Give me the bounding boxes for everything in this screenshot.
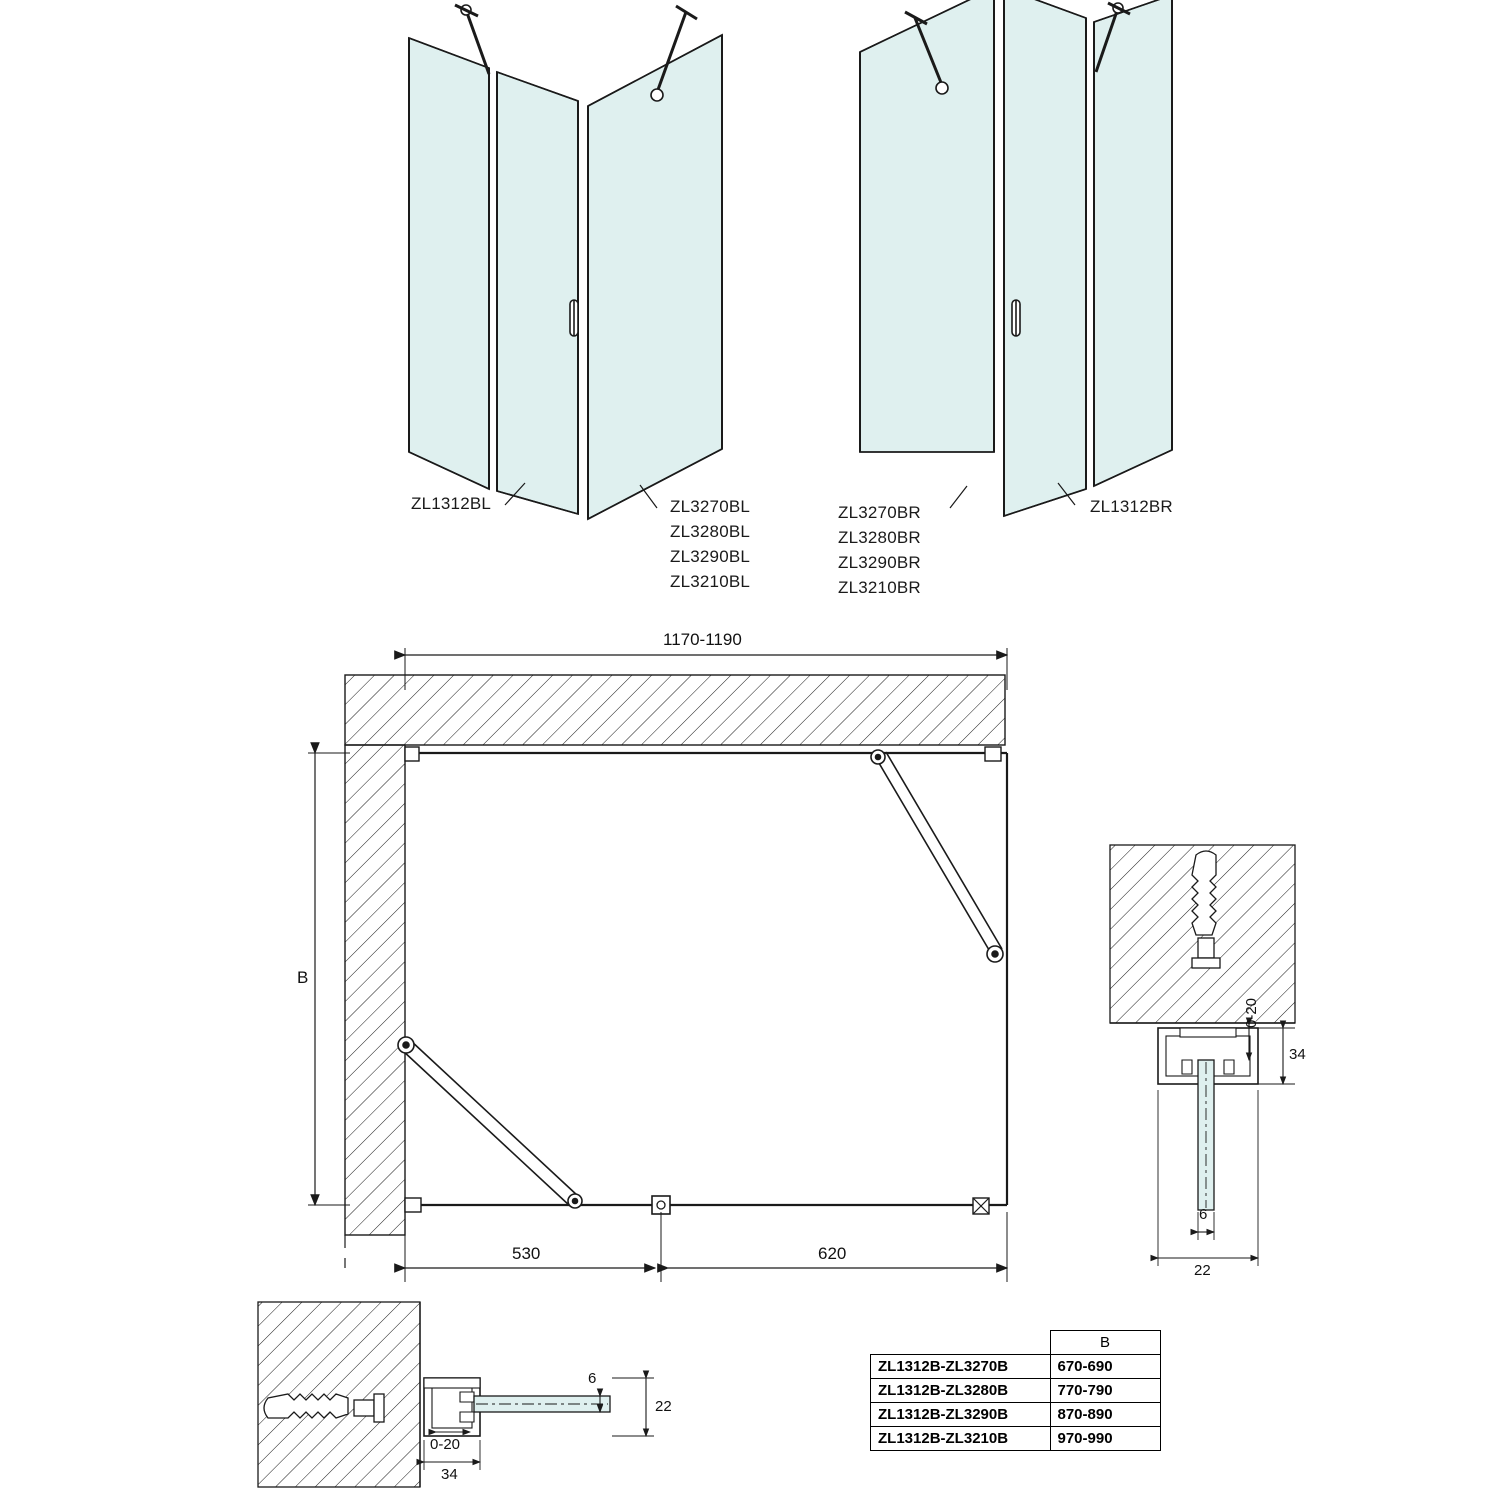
dim-right-glass: 6 (1199, 1206, 1208, 1223)
label-left-door-4: ZL3210BL (670, 572, 751, 591)
table-cell-code: ZL1312B-ZL3280B (871, 1379, 1051, 1403)
dim-left-b: B (297, 968, 309, 987)
table-cell-b: 670-690 (1050, 1355, 1160, 1379)
table-cell-code: ZL1312B-ZL3270B (871, 1355, 1051, 1379)
dim-right-width: 22 (1194, 1262, 1211, 1279)
view-right-3d (860, 0, 1172, 516)
table-cell-b: 870-890 (1050, 1403, 1160, 1427)
table-header-row (871, 1331, 1161, 1355)
label-left-door-3: ZL3290BL (670, 547, 751, 566)
label-zl1312br: ZL1312BR (1090, 497, 1173, 516)
label-right-door-3: ZL3290BR (838, 553, 921, 572)
table-header-b: B (1050, 1331, 1160, 1355)
label-left-door-1: ZL3270BL (670, 497, 751, 516)
label-zl1312bl: ZL1312BL (411, 494, 492, 513)
table-header-blank (871, 1331, 1051, 1355)
dim-bottom-adjust: 0-20 (430, 1436, 461, 1453)
table-cell-code: ZL1312B-ZL3210B (871, 1427, 1051, 1451)
table-cell-b: 970-990 (1050, 1427, 1160, 1451)
label-right-door-4: ZL3210BR (838, 578, 921, 597)
dim-bottom-glass: 6 (588, 1370, 597, 1387)
label-right-door-2: ZL3280BR (838, 528, 921, 547)
dim-bottom-530: 530 (512, 1244, 541, 1263)
dim-bottom-height: 22 (655, 1398, 672, 1415)
view-left-3d (409, 5, 722, 519)
dim-top-width: 1170-1190 (663, 630, 742, 649)
dim-bottom-620: 620 (818, 1244, 847, 1263)
detail-bottom-section (258, 1302, 654, 1487)
table-row (871, 1403, 1161, 1427)
label-left-door-2: ZL3280BL (670, 522, 751, 541)
dimension-table (870, 1330, 1161, 1451)
table-row (871, 1355, 1161, 1379)
dim-right-height: 34 (1289, 1046, 1306, 1063)
table-row (871, 1427, 1161, 1451)
label-right-door-1: ZL3270BR (838, 503, 921, 522)
table-row (871, 1379, 1161, 1403)
dim-bottom-width: 34 (441, 1466, 458, 1483)
table-cell-b: 770-790 (1050, 1379, 1160, 1403)
dim-right-adjust: 0-20 (1243, 997, 1260, 1028)
detail-right-section (1110, 845, 1295, 1266)
plan-view (308, 648, 1007, 1282)
table-cell-code: ZL1312B-ZL3290B (871, 1403, 1051, 1427)
